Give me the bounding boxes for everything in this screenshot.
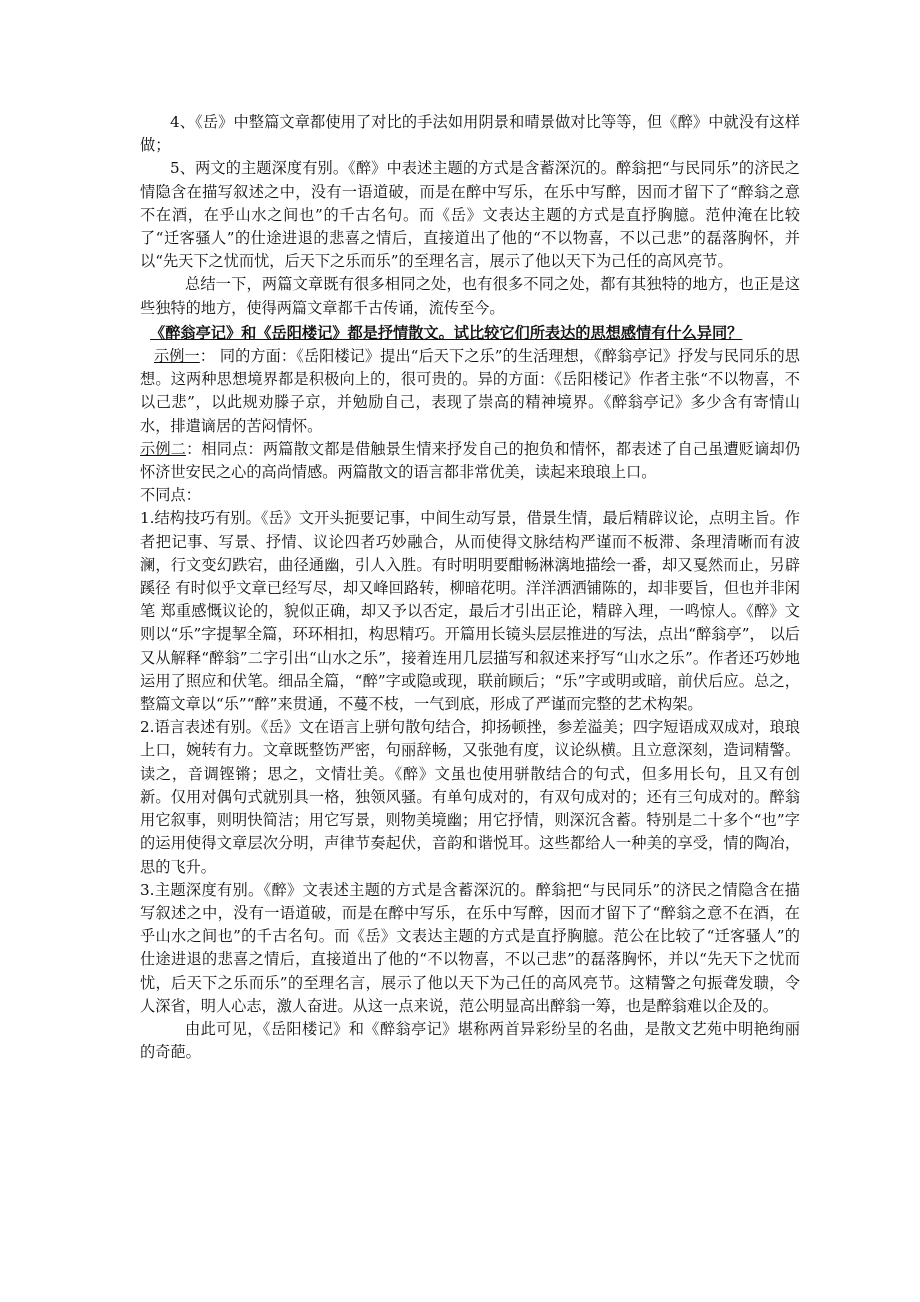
paragraph-conclusion: 由此可见，《岳阳楼记》和《醉翁亭记》堪称两首异彩纷呈的名曲，是散文艺苑中明艳绚丽的奇葩。 [140,1019,800,1062]
example-one [140,345,800,438]
paragraph-point-4: 4、《岳》中整篇文章都使用了对比的手法如用阴景和晴景做对比等等，但《醉》中就没有这样做； [140,113,800,155]
paragraph-point-5: 5、两文的主题深度有别。《醉》中表述主题的方式是含蓄深沉的。醉翁把“与民同乐”的济民之情隐含在描写叙述之中，没有一语道破，而是在醉中写乐，在乐中写醉，因而才留下了“醉翁之意不在酒，在乎山水之间也”的千古名句。而《岳》文表达主题的方式是直抒胸臆。范仲淹在比较了“迁客骚人”的仕途进退的悲喜之情后，直接道出了他的“不以物喜，不以己悲”的磊落胸怀，并以“先天下之忧而忧，后天下之乐而乐”的至理名言，展示了他以天下为己任的高风亮节。 [140,159,800,271]
difference-theme: 3.主题深度有别。《醉》文表述主题的方式是含蓄深沉的。醉翁把“与民同乐”的济民之情隐含在描写叙述之中，没有一语道破，而是在醉中写乐，在乐中写醉，因而才留下了“醉翁之意不在酒，在乎山水之间也”的千古名句。而《岳》文表达主题的方式是直抒胸臆。范公在比较了“迁客骚人”的仕途进退的悲喜之情后，直接道出了他的“不以物喜，不以己悲”的磊落胸怀，并以“先天下之忧而忧，后天下之乐而乐”的至理名言，展示了他以天下为己任的高风亮节。这精警之句振聋发聩，令人深省，明人心志，激人奋进。从这一点来说，范公明显高出醉翁一筹，也是醉翁难以企及的。 [140,880,800,1015]
paragraph-summary: 总结一下，两篇文章既有很多相同之处，也有很多不同之处，都有其独特的地方，也正是这些独特的地方，使得两篇文章都千古传诵，流传至今。 [140,275,800,317]
example-one-label: 示例一 [154,347,200,366]
question-heading: 《醉翁亭记》和《岳阳楼记》都是抒情散文。试比较它们所表达的思想感情有什么异同？ [150,323,743,342]
example-two-text: ：相同点：两篇散文都是借触景生情来抒发自己的抱负和情怀，都表述了自己虽遭贬谪却仍怀济世安民之心的高尚情感。两篇散文的语言都非常优美，读起来琅琅上口。 [140,439,801,482]
difference-language: 2.语言表述有别。《岳》文在语言上骈句散句结合，抑扬顿挫，参差溢美；四字短语成双成对，琅琅上口，婉转有力。文章既整饬严密，句丽辞畅，又张弛有度，议论纵横。且立意深刻，造词精警。读之，音调铿锵；思之，文情壮美。《醉》文虽也使用骈散结合的句式，但多用长句，且又有创新。仅用对偶句式就别具一格，独领风骚。有单句成对的，有双句成对的；还有三句成对的。醉翁用它叙事，则明快简洁；用它写景，则物美境幽；用它抒情，则深沉含蓄。特别是二十多个“也”字的运用使得文章层次分明，声律节奏起伏，音韵和谐悦耳。这些都给人一种美的享受，情的陶冶，思的飞升。 [140,718,800,876]
differences-label: 不同点： [140,486,201,505]
example-two-label: 示例二 [140,439,187,458]
example-two [140,438,800,484]
difference-structure: 1.结构技巧有别。《岳》文开头扼要记事，中间生动写景，借景生情，最后精辟议论，点明主旨。作者把记事、写景、抒情、议论四者巧妙融合，从而使得文脉结构严谨而不板滞、条理清晰而有波澜，行文变幻跌宕，曲径通幽，引人入胜。有时明明要酣畅淋漓地描绘一番，却又戛然而止，另辟蹊径 有时似乎文章已经写尽，却又峰回路转，柳暗花明。洋洋洒洒铺陈的，却非要旨，但也并非闲笔 郑重感慨议论的，貌似正确，却又予以否定，最后才引出正论，精辟入理，一鸣惊人。《醉》文则以“乐”字提挈全篇，环环相扣，构思精巧。开篇用长镜头层层推进的写法，点出“醉翁亭”， 以后又从解释“醉翁”二字引出“山水之乐”，接着连用几层描写和叙述来抒写“山水之乐”。作者还巧妙地运用了照应和伏笔。细品全篇，“醉”字或隐或现，联前顾后；“乐”字或明或暗，前伏后应。总之，整篇文章以“乐”“醉”来贯通，不蔓不枝，一气到底，形成了严谨而完整的艺术构架。 [140,509,800,714]
example-one-text: ： 同的方面：《岳阳楼记》提出“后天下之乐”的生活理想，《醉翁亭记》抒发与民同乐的思想。这两种思想境界都是积极向上的，很可贵的。异的方面：《岳阳楼记》作者主张“不以物喜，不以己悲”，以此规劝滕子京，并勉励自己，表现了崇高的精神境界。《醉翁亭记》多少含有寄情山水，排遣谪居的苦闷情怀。 [140,347,800,435]
